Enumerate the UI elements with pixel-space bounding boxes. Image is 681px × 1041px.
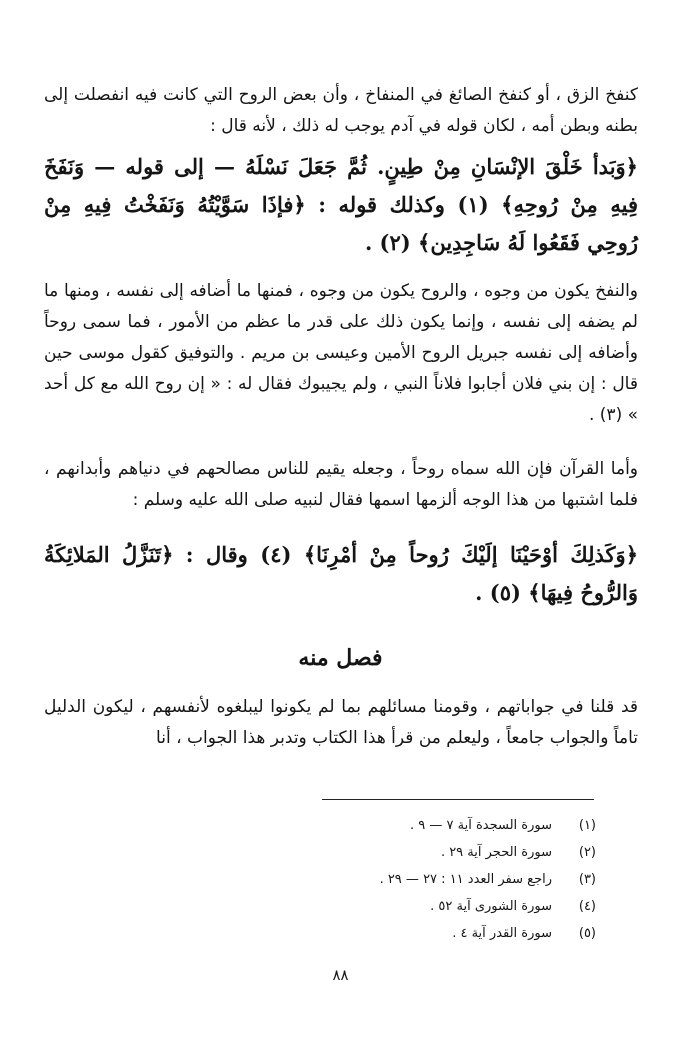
footnote-item bbox=[256, 839, 596, 866]
paragraph-1-text: كنفخ الزق ، أو كنفخ الصائغ في المنفاخ ، وأن بعض الروح التي كانت فيه انفصلت إلى بطنه وبطن أمه ، لكان قوله في آدم يوجب له ذلك ، لأنه قال : bbox=[44, 85, 638, 136]
paragraph-4 bbox=[44, 692, 638, 754]
section-heading: فصل منه bbox=[298, 645, 383, 671]
footnote-number: (٤) bbox=[578, 899, 596, 914]
footnote-text: سورة القدر آية ٤ . bbox=[452, 926, 552, 941]
footnote-divider bbox=[322, 799, 594, 800]
paragraph-2-text: والنفخ يكون من وجوه ، والروح يكون من وجوه ، فمنها ما أضافه إلى نفسه ، ومنها ما لم يضفه إلى نفسه ، وإنما يكون ذلك على قدر ما عظم من الأمور ، فما سمى روحاً وأضافه إلى نفسه جبريل الروح الأمين وعيسى بن مريم . والتوفيق كقول موسى حين قال : إن بني فلان أجابوا فلاناً النبي ، ولم يجيبوك فقال له : « إن روح الله مع كل أحد » (٣) . bbox=[44, 281, 638, 425]
page-number: ٨٨ bbox=[332, 966, 349, 984]
quran-quote-1-text: ﴿وَبَدأ خَلْقَ الإنْسَانِ مِنْ طِينٍ. ثُمَّ جَعَلَ نَسْلَهُ — إلى قوله — وَنَفَخَ فِيهِ مِنْ رُوحِهِ﴾ (١) وكذلك قوله : ﴿فإذَا سَوَّيْتُهُ وَنَفَخْتُ فِيهِ مِنْ رُوحِي فَقَعُوا لَهُ سَاجِدِين﴾ (٢) . bbox=[44, 154, 638, 255]
footnote-item bbox=[256, 812, 596, 839]
footnote-item bbox=[256, 893, 596, 920]
footnote-number: (٣) bbox=[578, 872, 596, 887]
footnote-number: (١) bbox=[578, 818, 596, 833]
footnote-item bbox=[256, 866, 596, 893]
footnote-text: سورة السجدة آية ٧ — ٩ . bbox=[410, 818, 552, 833]
paragraph-2 bbox=[44, 276, 638, 431]
paragraph-1 bbox=[44, 80, 638, 142]
paragraph-3 bbox=[44, 454, 638, 516]
footnote-text: سورة الشورى آية ٥٢ . bbox=[430, 899, 552, 914]
paragraph-3-text: وأما القرآن فإن الله سماه روحاً ، وجعله يقيم للناس مصالحهم في دنياهم وأبدانهم ، فلما اشتبها من هذا الوجه ألزمها اسمها فقال لنبيه صلى الله عليه وسلم : bbox=[44, 459, 638, 510]
footnote-text: راجع سفر العدد ١١ : ٢٧ — ٢٩ . bbox=[379, 872, 552, 887]
quran-quote-2 bbox=[44, 536, 638, 612]
footnote-text: سورة الحجر آية ٢٩ . bbox=[440, 845, 552, 860]
quran-quote-1 bbox=[44, 148, 638, 262]
footnote-item bbox=[256, 920, 596, 947]
footnote-number: (٥) bbox=[578, 926, 596, 941]
footnote-number: (٢) bbox=[578, 845, 596, 860]
paragraph-4-text: قد قلنا في جواباتهم ، وقومنا مسائلهم بما لم يكونوا ليبلغوه لأنفسهم ، ليكون الدليل تاماً والجواب جامعاً ، وليعلم من قرأ هذا الكتاب وتدبر هذا الجواب ، أنا bbox=[44, 697, 638, 748]
footnote-list bbox=[256, 812, 596, 947]
quran-quote-2-text: ﴿وَكَذلِكَ أوْحَيْنَا إلَيْكَ رُوحاً مِنْ أمْرِنَا﴾ (٤) وقال : ﴿تَنَزَّلُ المَلائِكَةُ وَالرُّوحُ فِيهَا﴾ (٥) . bbox=[44, 542, 638, 605]
